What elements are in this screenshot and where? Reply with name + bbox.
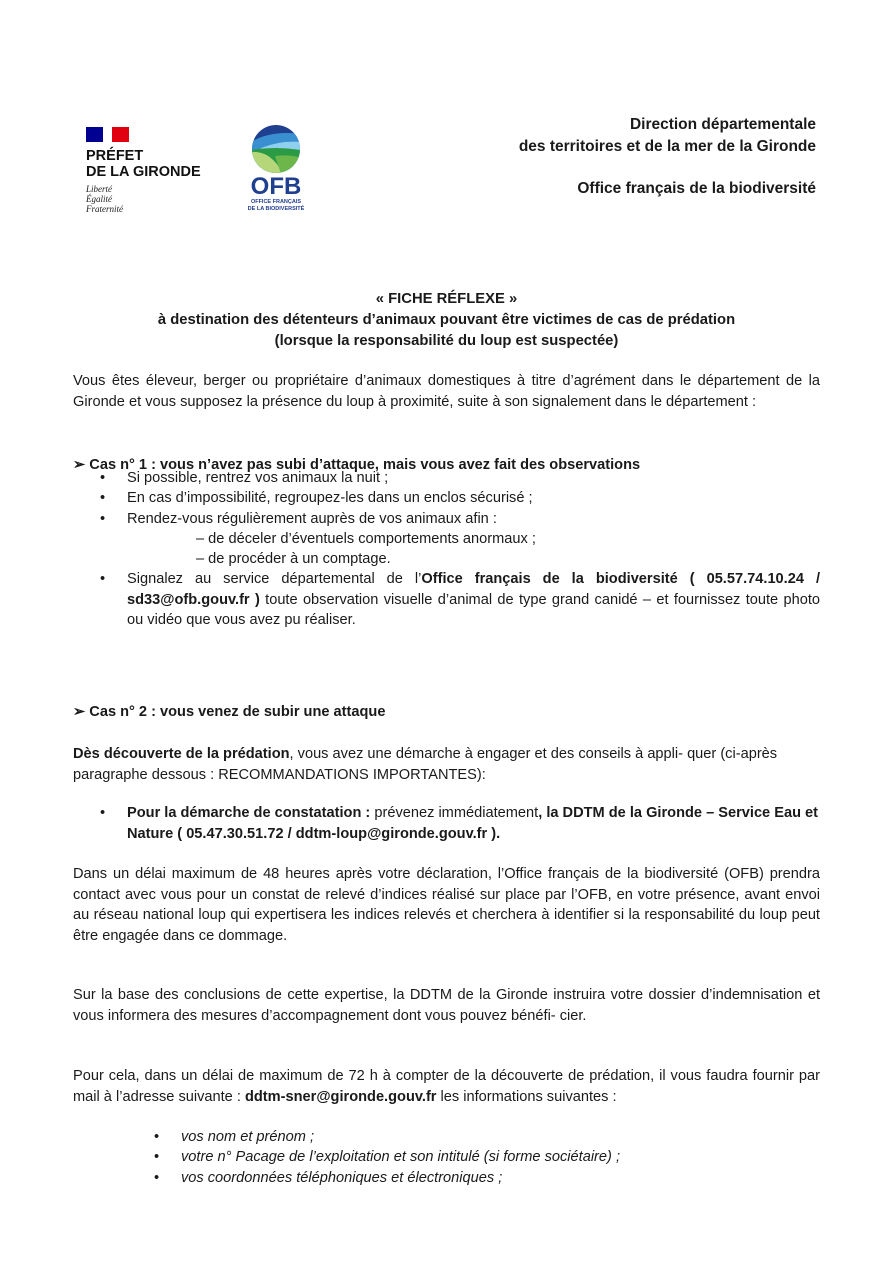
ofb-logo (238, 124, 314, 212)
mail-text-end: les informations suivantes : (436, 1088, 617, 1105)
constat-text: prévenez immédiatement (370, 805, 539, 821)
signal-text-end: toute observation visuelle d’animal de type grand canidé – et fournissez toute photo ou vidéo que vous avez pu réaliser. (127, 591, 820, 629)
cas2-intro (73, 744, 793, 785)
sub-item: – de procéder à un comptage. (196, 551, 391, 568)
ofb-line2: DE LA BIODIVERSITÉ (247, 205, 305, 212)
ofb-name: Office français de la biodiversité (577, 180, 816, 197)
motto-fraternite: Fraternité (86, 204, 123, 214)
prefet-line1: PRÉFET (86, 148, 144, 164)
ofb-acronym: OFB (250, 173, 302, 200)
sub-item: – de déceler d’éventuels comportements anormaux ; (196, 530, 536, 547)
mail-text: Pour cela, dans un délai de maximum de 72 h à compter de la découverte de prédation, il vous faudra fournir par mail à l’adresse suivante : (73, 1068, 820, 1105)
cas1-heading: ➢ Cas n° 1 : vous n’avez pas subi d’attaque, mais vous avez fait des observations (73, 457, 641, 473)
delai-paragraph: Dans un délai maximum de 48 heures après votre déclaration, l’Office français de la biodiversité (OFB) prendra contact avec vous pour un constat de relevé d’indices réalisé sur place par l’OFB, en votre présence, avant envoi au réseau national loup qui expertisera les indices relevés et cherchera à identifier si la responsabilité du loup peut être engagée dans ce dommage. (73, 866, 820, 944)
cas1-list (100, 468, 820, 630)
bullet-text: Rendez-vous régulièrement auprès de vos animaux afin : (127, 510, 497, 527)
bullet-text: Si possible, rentrez vos animaux la nuit ; (127, 470, 389, 486)
list-item: • vos nom et prénom ; (154, 1129, 315, 1145)
motto-egalite: Égalité (86, 194, 112, 204)
list-item: • vos coordonnées téléphoniques et électroniques ; (154, 1169, 503, 1186)
prefet-name (86, 148, 201, 180)
list-item: • En cas d’impossibilité, regroupez-les dans un enclos sécurisé ; (100, 490, 533, 507)
info-item: vos coordonnées téléphoniques et électroniques ; (181, 1169, 503, 1186)
header-right (519, 114, 816, 200)
marianne-flag-icon (86, 127, 129, 142)
cas2-heading: ➢ Cas n° 2 : vous venez de subir une attaque (73, 704, 386, 720)
cas2-constat-list (100, 803, 820, 844)
list-item: • Rendez-vous régulièrement auprès de vos animaux afin : – de déceler d’éventuels comportements anormaux ; – de procéder à un comptage. (127, 509, 820, 570)
prefet-line2: DE LA GIRONDE (86, 164, 201, 180)
constat-bold: Pour la démarche de constatation : (127, 805, 371, 821)
ddtm-line1: Direction départementale (629, 116, 816, 133)
ofb-line1: OFFICE FRANÇAIS (250, 199, 302, 205)
ofb-globe-icon (251, 124, 301, 174)
expertise-paragraph: Sur la base des conclusions de cette expertise, la DDTM de la Gironde instruira votre dossier d’indemnisation et vous informera des mesures d’accompagnement dont vous pouvez bénéfi- cier. (73, 987, 820, 1024)
des-text: , vous avez une démarche à engager et des conseils à appli- quer (ci-après paragraphe dessous : RECOMMANDATIONS IMPORTANTES): (73, 746, 778, 783)
ddtm-contact: , la DDTM de la Gironde – Service Eau et Nature ( 05.47.30.51.72 / ddtm-loup@gironde.gouv.fr ). (127, 805, 819, 842)
list-item: • votre n° Pacage de l’exploitation et son intitulé (si forme sociétaire) ; (154, 1149, 621, 1166)
info-item: vos nom et prénom ; (181, 1129, 315, 1145)
des-bold: Dès découverte de la prédation (73, 746, 290, 762)
list-item: • Signalez au service départemental de l’Office français de la biodiversité ( 05.57.74.10.24 / sd33@ofb.gouv.fr ) toute observation visuelle d’animal de type grand canidé – et fournissez toute photo ou vidéo que vous avez pu réaliser. (100, 571, 820, 629)
document-title (73, 289, 820, 352)
list-item: • Si possible, rentrez vos animaux la nuit ; (100, 470, 389, 486)
title-line2: à destination des détenteurs d’animaux pouvant être victimes de cas de prédation (157, 312, 736, 328)
motto-liberte: Liberté (86, 184, 112, 194)
prefet-logo (86, 127, 201, 214)
mail-paragraph (73, 1066, 820, 1107)
ddtm-line2: des territoires et de la mer de la Gironde (518, 138, 816, 155)
mail-address: ddtm-sner@gironde.gouv.fr (244, 1088, 437, 1105)
title-line1: « FICHE RÉFLEXE » (375, 291, 518, 307)
info-list (154, 1127, 821, 1188)
list-item: • Pour la démarche de constatation : prévenez immédiatement, la DDTM de la Gironde – Service Eau et Nature ( 05.47.30.51.72 / ddtm-loup@gironde.gouv.fr ). (100, 805, 819, 842)
info-item: votre n° Pacage de l’exploitation et son intitulé (si forme sociétaire) ; (181, 1149, 621, 1166)
ofb-contact: Office français de la biodiversité ( 05.57.74.10.24 / sd33@ofb.gouv.fr ) (127, 571, 820, 608)
intro-paragraph: Vous êtes éleveur, berger ou propriétaire d’animaux domestiques à titre d’agrément dans le département de la Gironde et vous supposez la présence du loup à proximité, suite à son signalement dans le département : (73, 373, 820, 410)
bullet-text: En cas d’impossibilité, regroupez-les dans un enclos sécurisé ; (127, 490, 533, 507)
signal-text: Signalez au service départemental de l’ (127, 571, 422, 588)
title-line3: (lorsque la responsabilité du loup est suspectée) (274, 333, 619, 349)
